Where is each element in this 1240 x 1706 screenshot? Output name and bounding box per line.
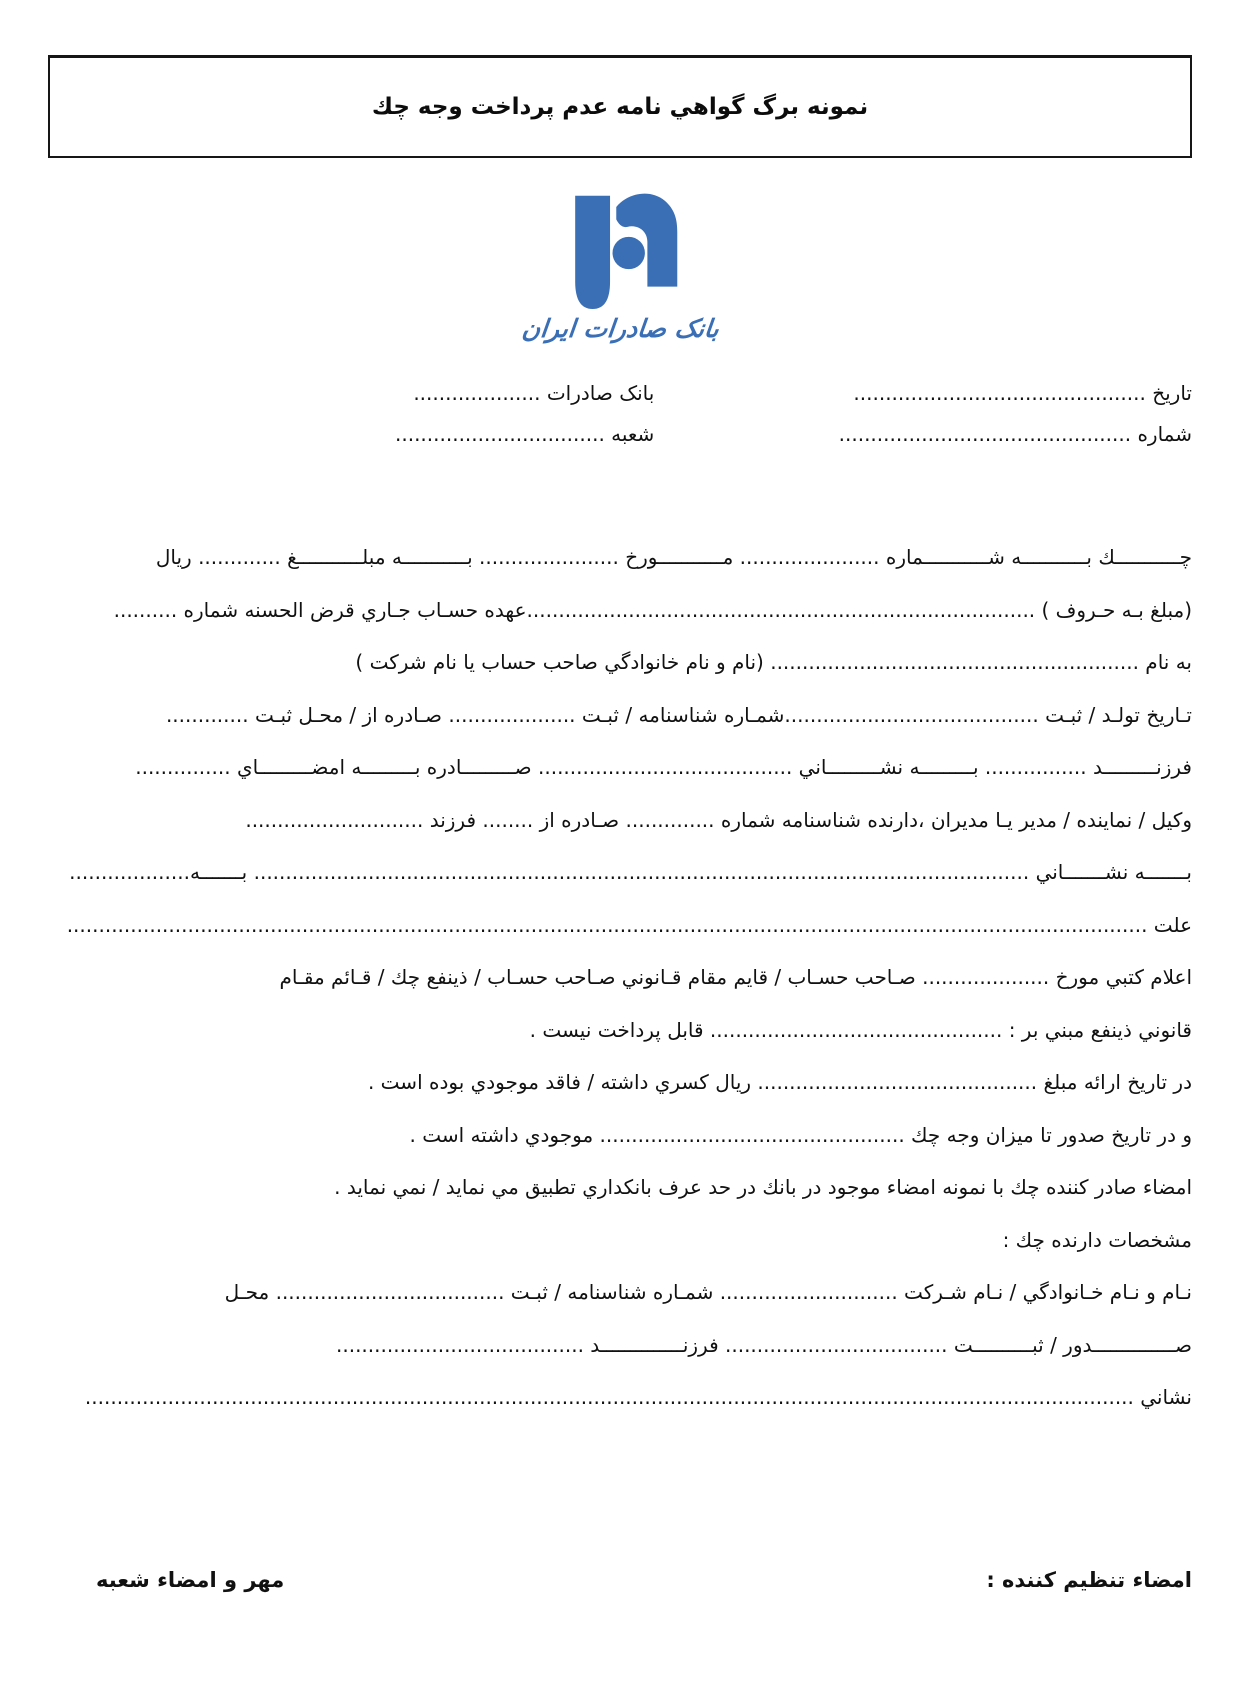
branch-line: شعبه ................................. [395,422,655,446]
header-bank-branch [357,373,654,455]
form-line-13: امضاء صادر كننده چك با نمونه امضاء موجود در بانك در حد عرف بانكداري تطبيق مي نمايد / نمي نمايد . [334,1175,1192,1199]
preparer-signature-label: امضاء تنظيم كننده : [986,1568,1192,1592]
header-row [48,373,1192,455]
form-line-2: (مبلغ بـه حـروف ) ................................................................................عهده حسـاب جـاري قرض الحسنه شماره .......... [113,597,1192,622]
form-line-3: به نام .......................................................... (نام و نام خانوادگي صاحب حساب يا نام شركت ) [355,650,1192,674]
bank-logo-caption: بانک صادرات ایران [520,314,720,343]
form-line-15: نـام و نـام خـانوادگي / نـام شـركت ............................ شمـاره شناسنامه / ثبـت .................................... محـل [224,1280,1192,1304]
form-body [48,531,1192,1424]
form-line-14: مشخصات دارنده چك : [1002,1227,1192,1252]
form-line-9: اعلام كتبي مورخ .................... صـاحب حسـاب / قايم مقام قـانوني صـاحب حسـاب / ذينفع چك / قـائم مقـام [279,965,1192,989]
document-title: نمونه برگ گواهي نامه عدم پرداخت وجه چك [371,94,869,120]
form-line-12: و در تاريخ صدور تا ميزان وجه چك ................................................ موجودي داشته است . [409,1122,1192,1147]
title-box [48,55,1192,158]
bank-line: بانک صادرات .................... [413,381,655,405]
number-line: شماره .............................................. [838,422,1192,446]
form-line-10: قانوني ذينفع مبني بر : .............................................. قابل پرداخت نيست . [529,1017,1192,1042]
form-line-17: نشاني ..................................................................................................................................................................... [84,1385,1192,1409]
bank-saderat-logo-icon [557,192,683,314]
form-line-4: تـاريخ تولـد / ثبـت ........................................شمـاره شناسنامه / ثبـت .................... صـادره از / محـل ثبـت ............. [165,702,1192,727]
header-date-number [654,373,1192,455]
branch-stamp-label: مهر و امضاء شعبه [96,1568,285,1592]
date-line: تاريخ .............................................. [853,381,1192,405]
bank-logo-block [48,192,1192,343]
form-line-1: چـــــــــــك بـــــــــــه شـــــــــــماره ...................... مـــــــــــورخ ...................... بـــــــــــه مبلـــــــــــغ ............. ريال [155,545,1192,569]
form-line-6: وكيل / نماينده / مدير يـا مديران ،دارنده شناسنامه شماره .............. صـادره از ........ فرزند ............................ [245,807,1192,832]
form-line-16: صــــــــــــــدور / ثبــــــــــت ................................... فرزنــــــــــــــد ....................................... [336,1332,1192,1357]
form-line-5: فرزنـــــــــد ................ بـــــــــه نشـــــــــاني ........................................ صـــــــــادره بـــــــــه امضـــــــــاي ............... [135,755,1192,779]
form-line-11: در تاريخ ارائه مبلغ ............................................ ريال كسري داشته / فاقد موجودي بوده است . [367,1070,1192,1094]
form-line-7: بـــــــه نشـــــــاني .......................................................................................................................... بـــــــه................... [69,860,1192,884]
form-line-8: علت .......................................................................................................................................................................... [66,912,1192,937]
footer-row [48,1568,1192,1592]
